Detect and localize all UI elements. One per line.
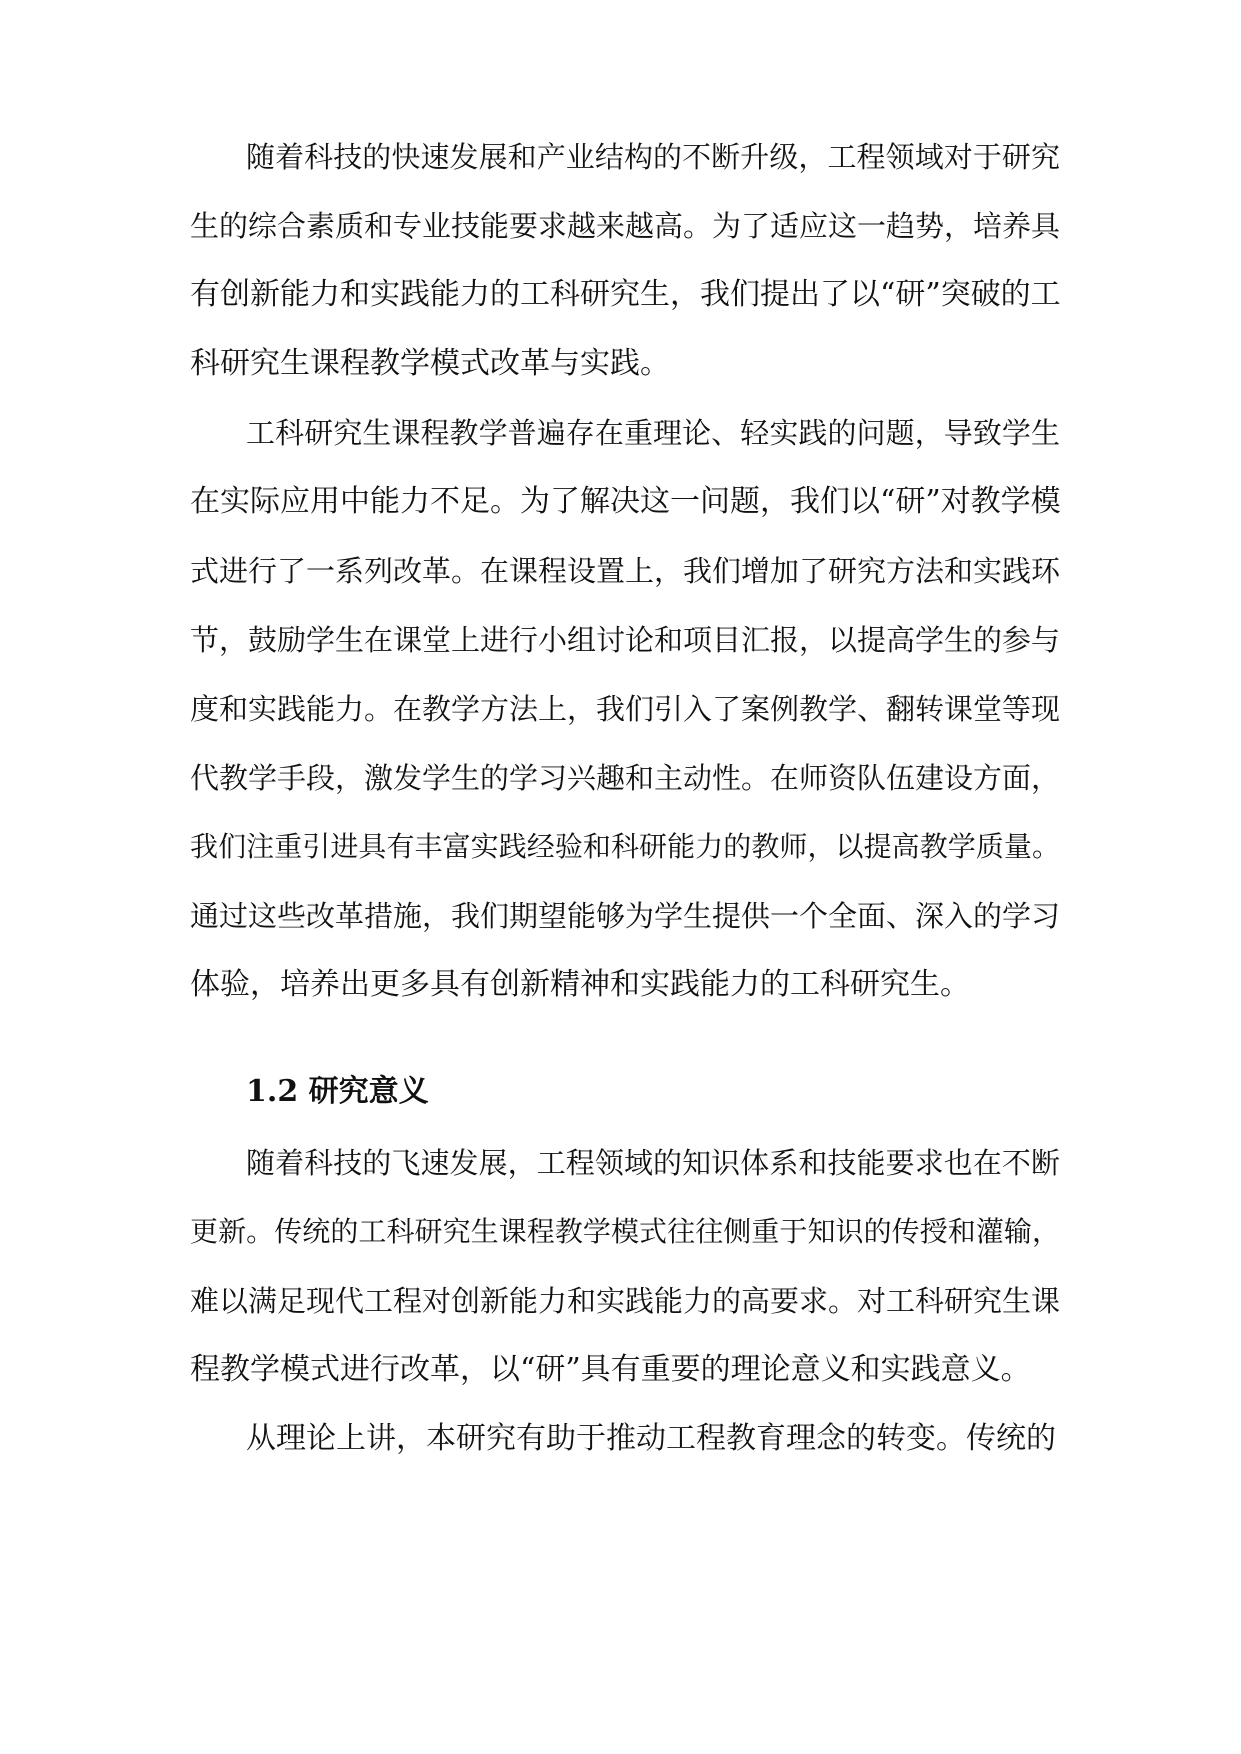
paragraph-1-line-3: 有创新能力和实践能力的工科研究生，我们提出了以“研”突破的工 bbox=[190, 277, 1061, 312]
paragraph-2-line-3: 式进行了一系列改革。在课程设置上，我们增加了研究方法和实践环 bbox=[190, 554, 1061, 588]
paragraph-2-line-8: 通过这些改革措施，我们期望能够为学生提供一个全面、深入的学习 bbox=[190, 899, 1061, 933]
paragraph-1-line-1: 随着科技的快速发展和产业结构的不断升级，工程领域对于研究 bbox=[246, 140, 1060, 174]
paragraph-3-line-2: 更新。传统的工科研究生课程教学模式往往侧重于知识的传授和灌输， bbox=[190, 1215, 1060, 1248]
paragraph-2-line-2: 在实际应用中能力不足。为了解决这一问题，我们以“研”对教学模 bbox=[190, 484, 1061, 519]
paragraph-2-line-6: 代教学手段，激发学生的学习兴趣和主动性。在师资队伍建设方面， bbox=[190, 761, 1061, 795]
paragraph-2-line-5: 度和实践能力。在教学方法上，我们引入了案例教学、翻转课堂等现 bbox=[190, 692, 1061, 726]
paragraph-4-line-1: 从理论上讲，本研究有助于推动工程教育理念的转变。传统的 bbox=[246, 1421, 1056, 1456]
paragraph-2-line-1: 工科研究生课程教学普遍存在重理论、轻实践的问题，导致学生 bbox=[246, 416, 1060, 450]
paragraph-1-line-2: 生的综合素质和专业技能要求越来越高。为了适应这一趋势，培养具 bbox=[190, 209, 1061, 243]
paragraph-2-line-9: 体验，培养出更多具有创新精神和实践能力的工科研究生。 bbox=[190, 967, 970, 1002]
paragraph-2-line-4: 节，鼓励学生在课堂上进行小组讨论和项目汇报，以提高学生的参与 bbox=[190, 623, 1061, 657]
paragraph-1-line-4: 科研究生课程教学模式改革与实践。 bbox=[190, 346, 670, 381]
paragraph-3-line-1: 随着科技的飞速发展，工程领域的知识体系和技能要求也在不断 bbox=[246, 1146, 1060, 1180]
paragraph-3-line-3: 难以满足现代工程对创新能力和实践能力的高要求。对工科研究生课 bbox=[190, 1284, 1061, 1318]
paragraph-2-line-7: 我们注重引进具有丰富实践经验和科研能力的教师，以提高教学质量。 bbox=[190, 830, 1060, 863]
section-heading: 1.2 研究意义 bbox=[246, 1074, 429, 1109]
paragraph-3-line-4: 程教学模式进行改革，以“研”具有重要的理论意义和实践意义。 bbox=[190, 1352, 1031, 1387]
